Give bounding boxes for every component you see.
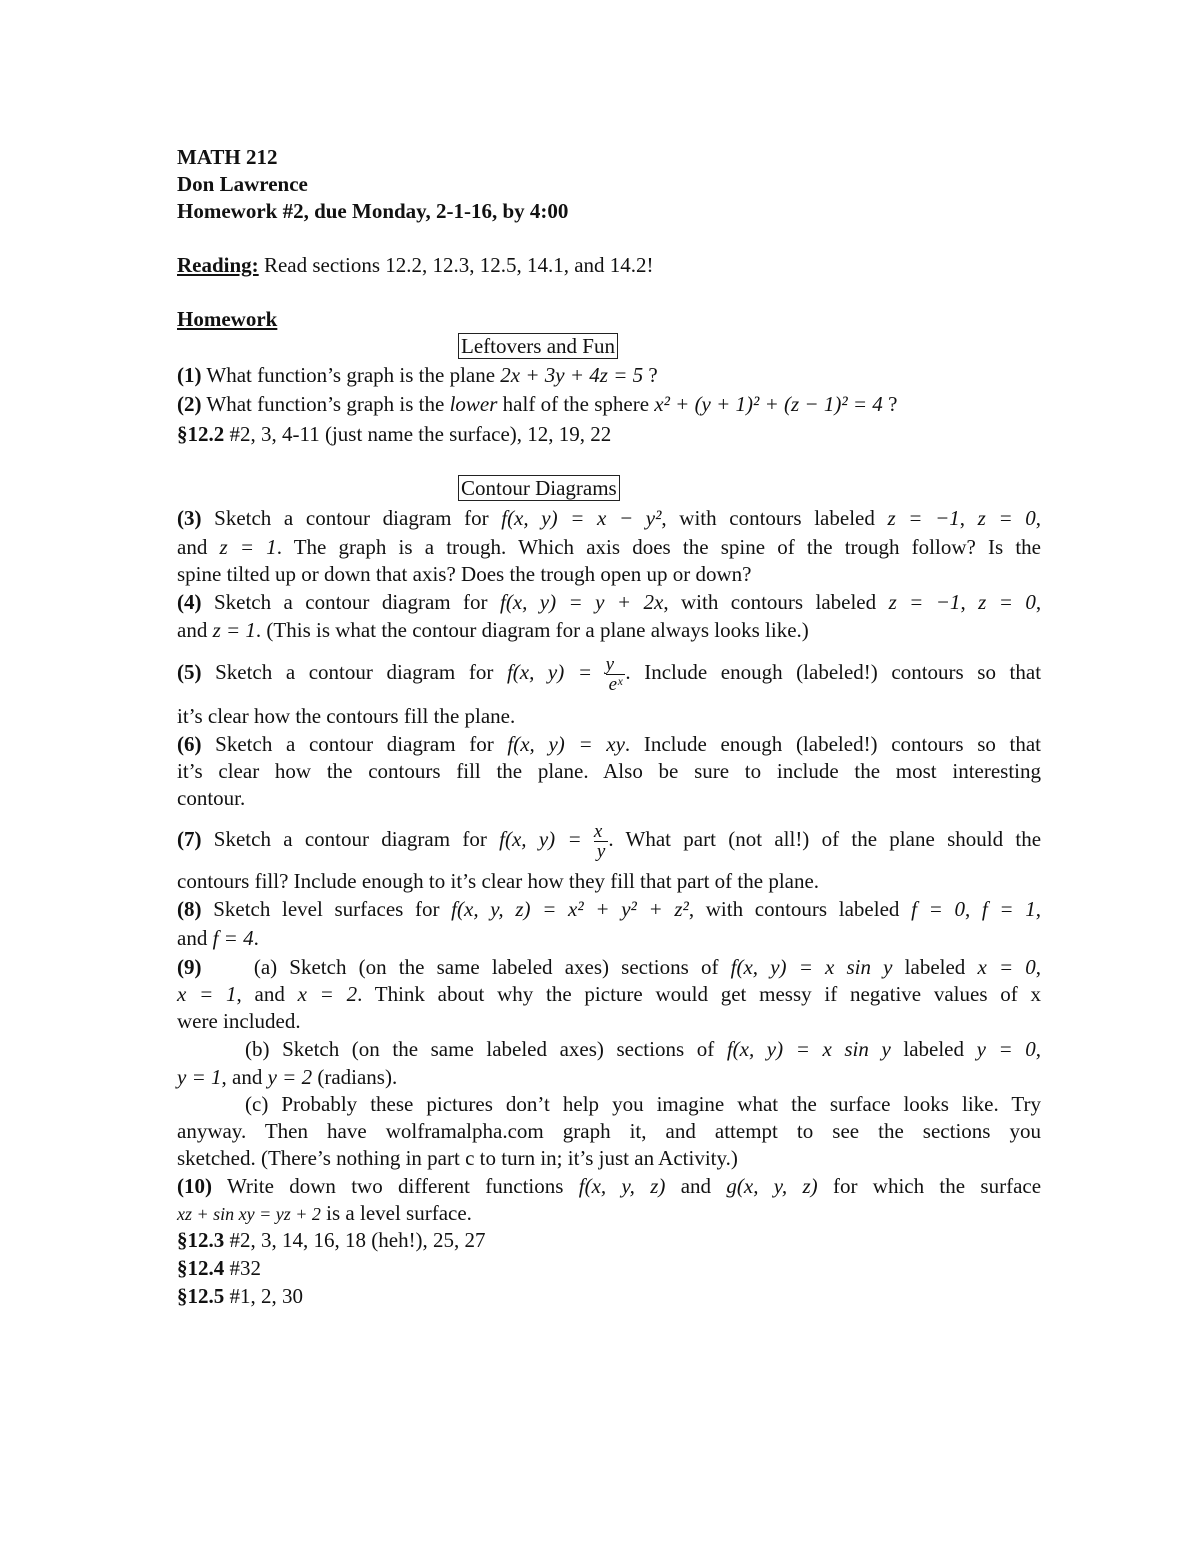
problem-number: (6) [177, 732, 202, 756]
problem-text: . Include enough (labeled!) contours so that [625, 660, 1042, 684]
problem-text: and [177, 535, 208, 559]
problem-7-line-1 [177, 819, 1041, 861]
problem-8-line-1: (8) Sketch level surfaces for f(x, y, z) = x² + y² + z², with contours labeled f = 0, f = 1, [177, 897, 1042, 921]
section-label: §12.5 [177, 1284, 225, 1308]
section-12-2 [177, 421, 1041, 448]
problem-number: (1) [177, 363, 202, 387]
section-problems: #2, 3, 4-11 (just name the surface), 12, 19, 22 [229, 422, 612, 446]
problem-10-line-1 [177, 1173, 1041, 1200]
problem-5-line-2: it’s clear how the contours fill the plane. [177, 704, 516, 728]
problem-number: (8) [177, 897, 202, 921]
problem-text: Write down two different functions [226, 1174, 564, 1198]
fraction-y-over-ex [606, 655, 626, 694]
problem-text: Sketch a contour diagram for [213, 827, 487, 851]
section-12-4 [177, 1255, 1041, 1282]
problem-7-line-2: contours fill? Include enough to it’s clear how they fill that part of the plane. [177, 869, 820, 893]
level-label: f = 1 [981, 897, 1036, 921]
section-label-y2: y = 2 [267, 1065, 313, 1089]
problem-number: (5) [177, 660, 202, 684]
fraction-x-over-y [594, 822, 608, 861]
problem-text: Sketch a contour diagram for [214, 506, 489, 530]
problem-6-line-1 [177, 731, 1041, 758]
problem-9b-line-2 [177, 1064, 1041, 1091]
homework-heading: Homework [177, 307, 278, 331]
section-label-y0: y = 0 [976, 1037, 1036, 1061]
problem-number: (4) [177, 590, 202, 614]
equation: f(x, y) = x − y² [501, 506, 662, 530]
problem-9a-line-1: (9) (a) Sketch (on the same labeled axes) sections of f(x, y) = x sin y labeled x = 0, [177, 955, 1042, 979]
equation: f(x, y) = xy [507, 732, 625, 756]
problem-end: ? [648, 363, 658, 387]
problem-text: half of the sphere [502, 392, 650, 416]
problem-number: (7) [177, 827, 202, 851]
section-problems: #32 [229, 1256, 261, 1280]
section-label-y1: y = 1 [177, 1065, 222, 1089]
contour-label: z = 1 [219, 535, 277, 559]
problem-text: . The graph is a trough. Which axis does the spine of the trough follow? Is the [276, 535, 1041, 559]
problem-number: (9) [177, 955, 202, 979]
problem-text: Sketch a contour diagram for [215, 732, 494, 756]
equation: f(x, y) = y + 2x [499, 590, 664, 614]
level-label: f = 0 [911, 897, 965, 921]
assignment-title: Homework #2, due Monday, 2-1-16, by 4:00 [177, 199, 569, 223]
section-label-x1: x = 1 [177, 982, 237, 1006]
problem-text: , with contours labeled [661, 506, 875, 530]
problem-4-line-2 [177, 617, 1041, 644]
problem-text: Sketch level surfaces for [213, 897, 440, 921]
problem-text: Sketch a contour diagram for [213, 590, 488, 614]
section-box-leftovers: Leftovers and Fun [458, 333, 618, 359]
problem-text: . Think about why the picture would get messy if negative values of x [357, 982, 1042, 1006]
problem-text: and [177, 618, 208, 642]
contour-label: z = 1 [212, 618, 256, 642]
course-title: MATH 212 [177, 145, 278, 169]
equation: x² + (y + 1)² + (z − 1)² = 4 [654, 392, 883, 416]
section-label-x2: x = 2 [297, 982, 358, 1006]
section-box-contour: Contour Diagrams [458, 475, 620, 501]
problem-text: , and [221, 1065, 263, 1089]
equation: xz + sin xy = yz + 2 [177, 1204, 321, 1224]
reading-label: Reading: [177, 253, 259, 277]
problem-text: , with contours labeled [663, 590, 877, 614]
problem-text: . What part (not all!) of the plane should the [608, 827, 1042, 851]
problem-text: labeled [904, 955, 966, 979]
problem-text: labeled [903, 1037, 965, 1061]
problem-text: Sketch a contour diagram for [215, 660, 494, 684]
problem-text: (b) Sketch (on the same labeled axes) sections of [245, 1037, 715, 1061]
problem-text: What function’s graph is the plane [206, 363, 496, 387]
problem-6-line-2: it’s clear how the contours fill the plane. Also be sure to include the most interesting [177, 759, 1041, 783]
function-f: f(x, y, z) [578, 1174, 666, 1198]
problem-5-line-1 [177, 652, 1041, 694]
problem-text: and [680, 1174, 712, 1198]
problem-text: , with contours labeled [688, 897, 900, 921]
problem-text: . (This is what the contour diagram for a plane always looks like.) [255, 618, 809, 642]
problem-3-line-2 [177, 534, 1041, 561]
problem-number: (3) [177, 506, 202, 530]
section-12-5 [177, 1283, 1041, 1310]
problem-8-line-2 [177, 925, 1041, 952]
instructor-name: Don Lawrence [177, 172, 308, 196]
section-problems: #1, 2, 30 [229, 1284, 303, 1308]
problem-2 [177, 391, 1041, 418]
problem-1 [177, 362, 1041, 389]
problem-4-line-1: (4) Sketch a contour diagram for f(x, y) = y + 2x, with contours labeled z = −1, z = 0, [177, 590, 1042, 614]
problem-text: , and [236, 982, 285, 1006]
problem-end: . [253, 926, 259, 950]
problem-6-line-3: contour. [177, 786, 246, 810]
section-label-x0: x = 0 [977, 955, 1036, 979]
problem-9a-line-3: were included. [177, 1009, 301, 1033]
section-12-3 [177, 1227, 1041, 1254]
equation: f(x, y) = x sin y [726, 1037, 891, 1061]
problem-text: . Include enough (labeled!) contours so that [624, 732, 1042, 756]
section-problems: #2, 3, 14, 16, 18 (heh!), 25, 27 [229, 1228, 486, 1252]
problem-text: (a) Sketch (on the same labeled axes) sections of [253, 955, 719, 979]
section-label: §12.2 [177, 422, 225, 446]
problem-3-line-3: spine tilted up or down that axis? Does the trough open up or down? [177, 562, 752, 586]
equation: f(x, y) = x sin y [730, 955, 893, 979]
equation-lhs: f(x, y) = [506, 660, 592, 684]
equation-lhs: f(x, y) = [499, 827, 582, 851]
problem-9c-line-1: (c) Probably these pictures don’t help you imagine what the surface looks like. Try [245, 1092, 1041, 1116]
problem-number: (2) [177, 392, 202, 416]
contour-label: z = 0 [978, 590, 1036, 614]
problem-text: What function’s graph is the [206, 392, 445, 416]
equation: f(x, y, z) = x² + y² + z² [451, 897, 689, 921]
level-label: f = 4 [212, 926, 254, 950]
problem-text: is a level surface. [326, 1201, 472, 1225]
section-label: §12.3 [177, 1228, 225, 1252]
problem-end: ? [888, 392, 898, 416]
fraction-denominator: eˣ [606, 674, 626, 694]
fraction-numerator: x [593, 820, 603, 842]
problem-number: (10) [177, 1174, 212, 1198]
contour-label: z = −1 [888, 590, 961, 614]
problem-9c-line-3: sketched. (There’s nothing in part c to turn in; it’s just an Activity.) [177, 1146, 738, 1170]
fraction-numerator: y [605, 653, 615, 675]
problem-text: and [177, 926, 208, 950]
reading-line [177, 252, 1041, 279]
problem-10-line-2 [177, 1200, 1041, 1228]
contour-label: z = 0 [977, 506, 1036, 530]
problem-9a-line-2 [177, 981, 1041, 1008]
problem-text: for which the surface [832, 1174, 1042, 1198]
section-label: §12.4 [177, 1256, 225, 1280]
problem-9c-line-2: anyway. Then have wolframalpha.com graph it, and attempt to see the sections you [177, 1119, 1041, 1143]
fraction-denominator: y [594, 841, 608, 861]
reading-text: Read sections 12.2, 12.3, 12.5, 14.1, and 14.2! [263, 253, 654, 277]
problem-text: (radians). [317, 1065, 398, 1089]
emphasis-lower: lower [449, 392, 498, 416]
contour-label: z = −1 [887, 506, 960, 530]
equation: 2x + 3y + 4z = 5 [500, 363, 644, 387]
problem-9b-line-1: (b) Sketch (on the same labeled axes) sections of f(x, y) = x sin y labeled y = 0, [245, 1037, 1042, 1061]
problem-3-line-1: (3) Sketch a contour diagram for f(x, y) = x − y², with contours labeled z = −1, z = 0, [177, 506, 1042, 530]
function-g: g(x, y, z) [726, 1174, 818, 1198]
